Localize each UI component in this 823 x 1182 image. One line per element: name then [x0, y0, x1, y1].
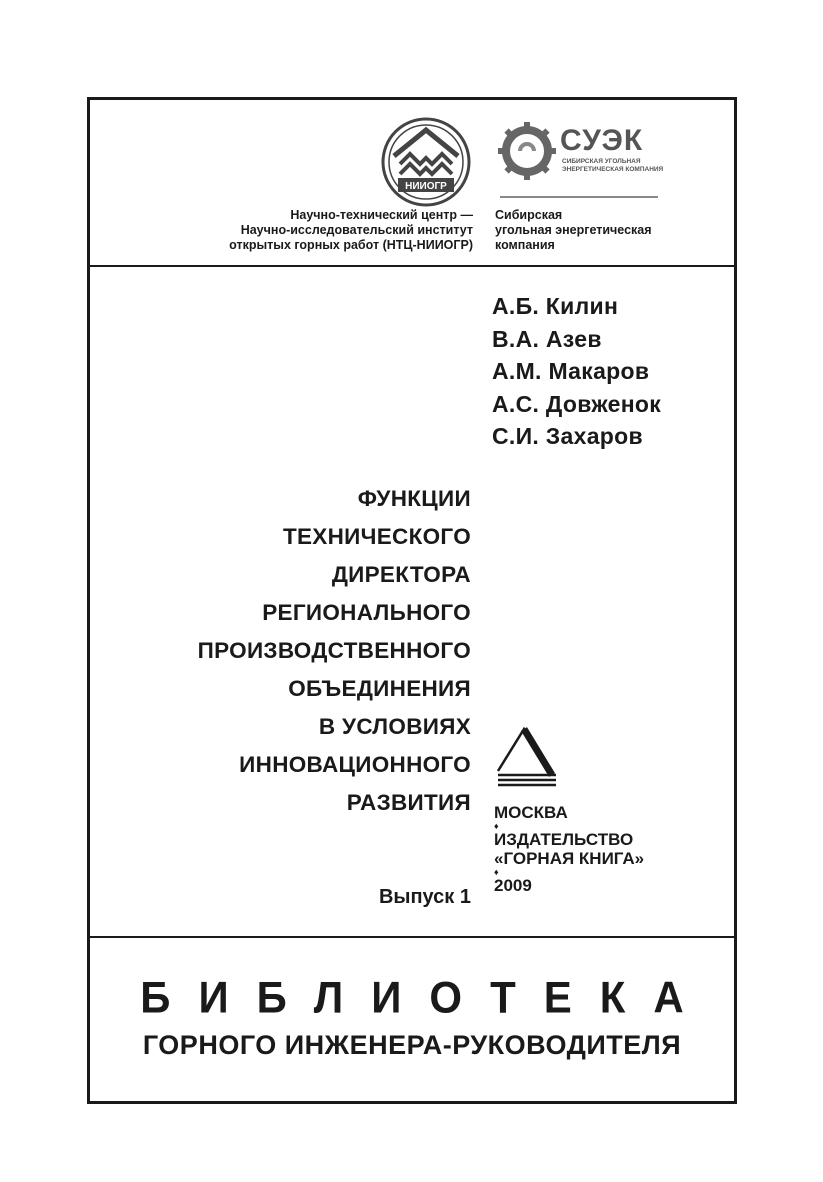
niiogr-line: открытых горных работ (НТЦ-НИИОГР) [229, 238, 473, 252]
suek-gear-icon [498, 122, 556, 180]
author-name: В.А. Азев [492, 325, 602, 352]
suek-line: Сибирская [495, 208, 563, 222]
suek-logo-subtitle: СИБИРСКАЯ УГОЛЬНАЯ ЭНЕРГЕТИЧЕСКАЯ КОМПАНИЯ [562, 158, 664, 173]
title-line: ПРОИЗВОДСТВЕННОГО [197, 638, 471, 663]
diamond-separator-icon: ♦ [494, 867, 499, 877]
suek-line: компания [495, 238, 555, 252]
niiogr-logo-icon [380, 116, 472, 208]
niiogr-logo-text: НИИОГР [405, 181, 447, 192]
title-line: РЕГИОНАЛЬНОГО [262, 600, 471, 625]
title-line: ФУНКЦИИ [357, 486, 471, 511]
niiogr-line: Научно-технический центр — [290, 208, 473, 222]
imprint-city: МОСКВА [494, 803, 568, 822]
divider-bottom [90, 936, 734, 938]
niiogr-name [130, 208, 473, 253]
title-line: ИННОВАЦИОННОГО [239, 752, 471, 777]
book-title [90, 480, 471, 822]
title-line: РАЗВИТИЯ [346, 790, 471, 815]
suek-logo-word: СУЭК [560, 124, 644, 157]
niiogr-line: Научно-исследовательский институт [240, 223, 473, 237]
author-name: А.Б. Килин [492, 293, 619, 319]
suek-logo-underline [500, 196, 658, 198]
divider-top [90, 265, 734, 267]
suek-name [495, 208, 715, 253]
imprint-year: 2009 [494, 876, 532, 895]
authors-list [492, 290, 661, 453]
series-title: БИБЛИОТЕКА [140, 972, 712, 1023]
title-line: ДИРЕКТОРА [331, 562, 471, 587]
author-name: С.И. Захаров [492, 423, 643, 449]
imprint [494, 803, 644, 895]
issue-number: Выпуск 1 [378, 886, 471, 908]
title-line: В УСЛОВИЯХ [318, 714, 471, 739]
author-name: А.С. Довженок [492, 390, 662, 417]
diamond-separator-icon: ♦ [494, 821, 499, 831]
title-line: ТЕХНИЧЕСКОГО [282, 524, 471, 549]
suek-line: угольная энергетическая [495, 223, 652, 237]
cover-frame [87, 97, 737, 1104]
imprint-publisher: «ГОРНАЯ КНИГА» [494, 849, 645, 868]
author-name: А.М. Макаров [492, 358, 650, 384]
imprint-publisher: ИЗДАТЕЛЬСТВО [494, 830, 634, 849]
publishers-section [90, 100, 734, 265]
gornaya-kniga-logo-icon [494, 725, 566, 787]
series-subtitle: ГОРНОГО ИНЖЕНЕРА-РУКОВОДИТЕЛЯ [142, 1030, 682, 1060]
title-line: ОБЪЕДИНЕНИЯ [288, 676, 471, 701]
